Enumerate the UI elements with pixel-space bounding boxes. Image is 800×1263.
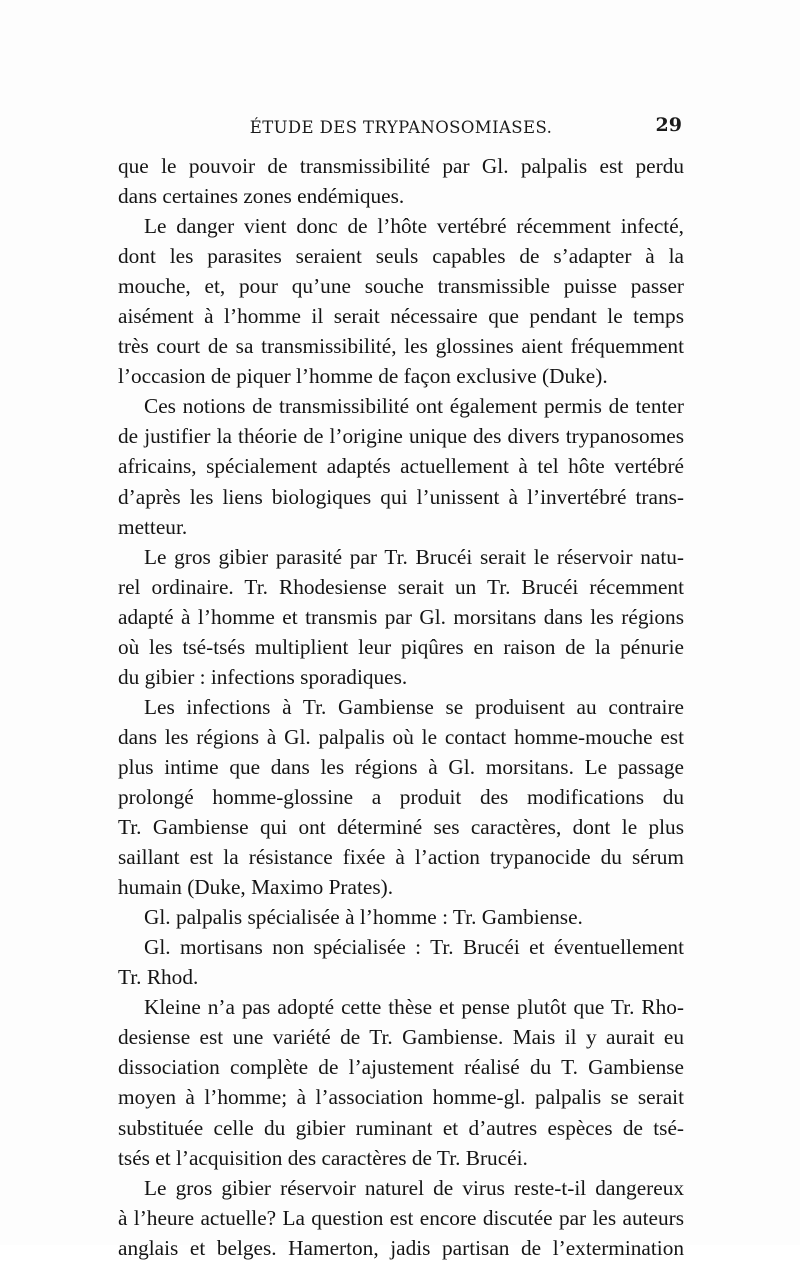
text-line: où les tsé-tsés multiplient leur piqûres en raison de la pénurie <box>118 634 684 659</box>
text-line: plus intime que dans les régions à Gl. morsitans. Le passage <box>118 754 684 779</box>
text-line: Ces notions de transmissibilité ont également permis de tenter <box>144 394 684 419</box>
text-line: adapté à l’homme et transmis par Gl. morsitans dans les régions <box>118 604 684 629</box>
paragraph <box>118 151 684 211</box>
text-line: moyen à l’homme; à l’association homme-gl. palpalis se serait <box>118 1085 684 1110</box>
page-header <box>118 114 684 142</box>
text-line: du gibier : infections sporadiques. <box>118 664 408 689</box>
text-line: tsés et l’acquisition des caractères de Tr. Brucéi. <box>118 1145 528 1170</box>
text-line: Tr. Gambiense qui ont déterminé ses caractères, dont le plus <box>118 815 684 840</box>
text-line: rel ordinaire. Tr. Rhodesiense serait un Tr. Brucéi récemment <box>118 574 684 599</box>
text-line: saillant est la résistance fixée à l’action trypanocide du sérum <box>118 845 684 870</box>
text-line: mouche, et, pour qu’une souche transmissible puisse passer <box>118 274 684 299</box>
paragraph <box>118 692 684 902</box>
paragraph <box>118 902 684 932</box>
text-line: Le gros gibier réservoir naturel de virus reste-t-il dangereux <box>144 1175 684 1200</box>
text-line: substituée celle du gibier ruminant et d’autres espèces de tsé- <box>118 1115 684 1140</box>
text-line: très court de sa transmissibilité, les glossines aient fréquemment <box>118 334 684 359</box>
text-line: que le pouvoir de transmissibilité par Gl. palpalis est perdu <box>118 154 684 178</box>
page-number: 29 <box>655 114 682 136</box>
text-line: anglais et belges. Hamerton, jadis partisan de l’extermination <box>118 1235 684 1260</box>
text-line: Gl. palpalis spécialisée à l’homme : Tr. Gambiense. <box>144 905 583 930</box>
text-line: Kleine n’a pas adopté cette thèse et pense plutôt que Tr. Rho- <box>144 995 684 1020</box>
text-line: Tr. Rhod. <box>118 965 199 990</box>
text-line: dont les parasites seraient seuls capables de s’adapter à la <box>118 244 684 269</box>
text-line: dans certaines zones endémiques. <box>118 184 405 209</box>
paragraph <box>118 932 684 992</box>
text-line: Gl. mortisans non spécialisée : Tr. Brucéi et éventuellement <box>144 935 684 960</box>
text-line: africains, spécialement adaptés actuellement à tel hôte vertébré <box>118 454 684 479</box>
body-text <box>118 151 684 1263</box>
text-line: prolongé homme-glossine a produit des modifications du <box>118 784 684 809</box>
text-line: aisément à l’homme il serait nécessaire que pendant le temps <box>118 304 684 329</box>
paragraph <box>118 542 684 692</box>
text-line: dans les régions à Gl. palpalis où le contact homme-mouche est <box>118 724 684 749</box>
text-line: metteur. <box>118 514 188 539</box>
running-title: ÉTUDE DES TRYPANOSOMIASES. <box>249 118 553 137</box>
text-line: Le danger vient donc de l’hôte vertébré récemment infecté, <box>144 214 684 239</box>
text-line: humain (Duke, Maximo Prates). <box>118 875 394 900</box>
text-line: Les infections à Tr. Gambiense se produisent au contraire <box>144 694 684 719</box>
text-line: l’occasion de piquer l’homme de façon exclusive (Duke). <box>118 364 608 389</box>
paragraph <box>118 1173 684 1263</box>
text-line: dissociation complète de l’ajustement réalisé du T. Gambiense <box>118 1055 684 1080</box>
paragraph <box>118 391 684 541</box>
text-line: Le gros gibier parasité par Tr. Brucéi serait le réservoir natu- <box>144 544 684 569</box>
text-line: d’après les liens biologiques qui l’unissent à l’invertébré trans- <box>118 484 684 509</box>
text-line: à l’heure actuelle? La question est encore discutée par les auteurs <box>118 1205 684 1230</box>
text-line: de justifier la théorie de l’origine unique des divers trypanosomes <box>118 424 684 449</box>
text-line: desiense est une variété de Tr. Gambiense. Mais il y aurait eu <box>118 1025 684 1050</box>
paragraph <box>118 211 684 391</box>
paragraph <box>118 992 684 1172</box>
